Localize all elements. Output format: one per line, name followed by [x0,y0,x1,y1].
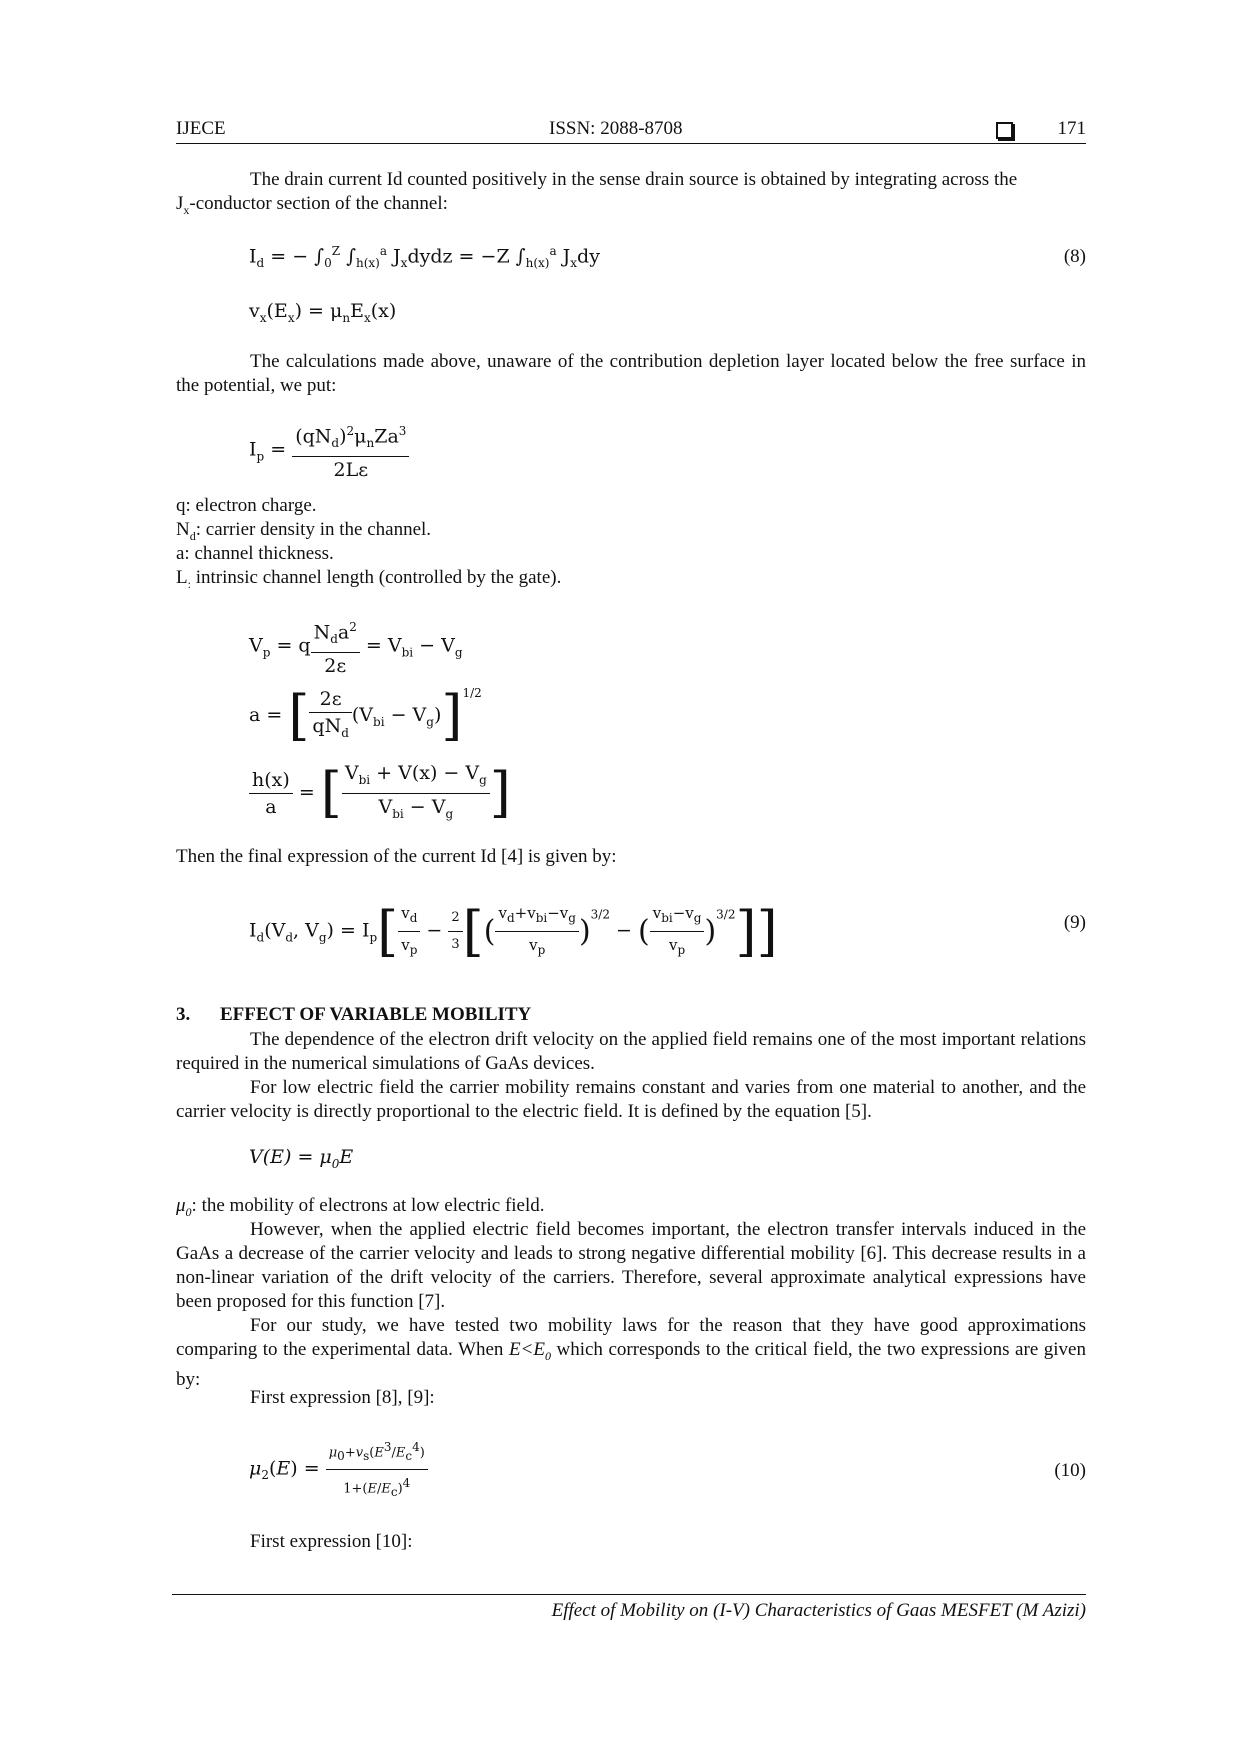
equation-8: $I_d$ = − $\int_0^Z$ $\int_{h(x)}^a$ $J_xdydz = -Z$ $\int_{h(x)}^a$ $J_xdy$ [249,244,600,271]
first-expression-label-1: First expression [8], [9]: [250,1387,435,1408]
equation-number-9: (9) [1063,912,1086,933]
equation-10: $\mu_2(E)$ = $\frac{\mu_0+v_s(E^3/E_c^4)}{1+(E/E_c)^4}$ [249,1434,428,1505]
def-q: q: electron charge. [176,495,317,516]
paragraph-drift-velocity: The dependence of the electron drift velocity on the applied field remains one of the most important relations required in the numerical simulations of GaAs devices. [176,1029,1086,1074]
equation-ip: $I_p$ = $\frac{(qN_d)^2\mu_nZa^3}{2L\varepsilon}$ [249,418,409,483]
def-l: $L_:$ intrinsic channel length (controlled by the gate). [176,567,562,591]
header-rule [176,143,1086,144]
equation-a: a = [ $\frac{2\varepsilon}{qN_d}$ $(V_{bi} - V_g)]^{1/2}$ [249,684,482,747]
equation-number-10: (10) [1054,1460,1086,1481]
page-number: 171 [1057,118,1086,139]
paragraph-calculations: The calculations made above, unaware of the contribution depletion layer located below the free surface in the potential, we put: [176,351,1086,396]
def-a: a: channel thickness. [176,543,334,564]
page-header [176,118,1086,144]
para1-line1: The drain current Id counted positively in the sense drain source is obtained by integrating across the [250,169,1018,190]
paragraph-low-field: For low electric field the carrier mobility remains constant and varies from one material to another, and the carrier velocity is directly proportional to the electric field. It is defined by the equation [5]. [176,1077,1086,1122]
equation-vp: $V_p = q$ $\frac{N_da^2}{2\varepsilon}$ = $V_{bi} - V_g$ [249,614,463,679]
footer-rule [172,1594,1086,1595]
page-footer: Effect of Mobility on (I-V) Characteristics of Gaas MESFET (M Azizi) [551,1600,1086,1621]
section-number: 3. [176,1004,191,1025]
equation-ve: $V(E) = \mu_0E$ [249,1146,354,1171]
def-mu0: $\mu_0$: the mobility of electrons at low electric field. [176,1195,545,1219]
paragraph-mobility-laws: For our study, we have tested two mobility laws for the reason that they have good approximations comparing to the experimental data. When $E<E_0$ which corresponds to the critical field, the two expressions are given by: [176,1315,1086,1390]
journal-name: IJECE [176,118,226,139]
paragraph-high-field: However, when the applied electric field becomes important, the electron transfer intervals induced in the GaAs a decrease of the carrier velocity and leads to strong negative differential mobility [6]. This decrease results in a non-linear variation of the drift velocity of the carriers. Therefore, several approximate analytical expressions have been proposed for this function [7]. [176,1219,1086,1312]
first-expression-label-2: First expression [10]: [250,1531,413,1552]
square-bullet-icon [996,122,1013,139]
paragraph-final-expression: Then the final expression of the current Id [4] is given by: [176,846,617,867]
equation-velocity: $v_x(E_x) = \mu_nE_x(x)$ [249,300,397,325]
equation-number-8: (8) [1063,246,1086,267]
para1-line2: $J_x$-conductor section of the channel: [176,193,448,217]
section-heading [176,1004,531,1026]
paragraph-drain-current [176,168,1086,222]
section-title: EFFECT OF VARIABLE MOBILITY [220,1004,532,1025]
def-nd: $N_d$: carrier density in the channel. [176,519,432,543]
equation-hx: $\frac{h(x)}{a}$ = [ $\frac{V_{bi} + V(x) - V_g}{V_{bi} - V_g}$ ] [249,760,511,827]
equation-9: $I_d(V_d$, $V_g) = I_p$[ $\frac{v_d}{v_p}$ − $\frac{2}{3}$ [( $\frac{v_d+v_{bi}-v_g}{v_p}$ )$^{3/2}$ − ( $\frac{v_{bi}-v_g}{v_p}$ )$^{3/2}$]] [249,899,778,963]
issn: ISSN: 2088-8708 [549,118,683,139]
